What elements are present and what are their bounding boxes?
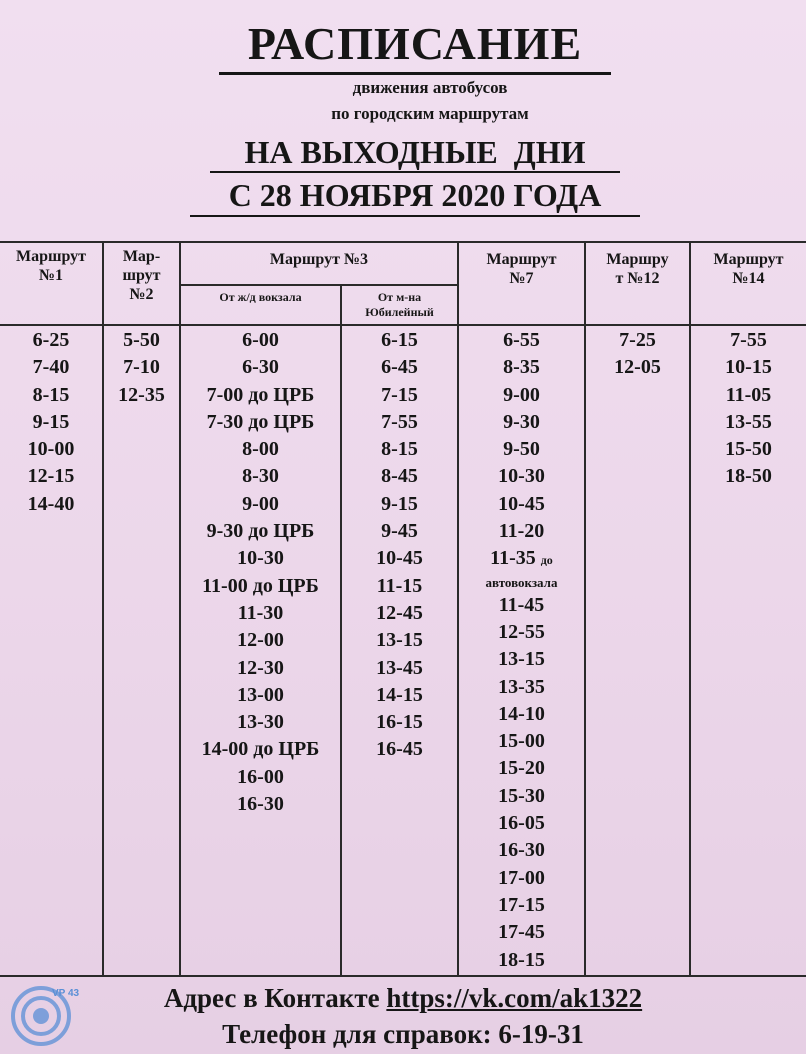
time-cell: 15-30	[498, 784, 545, 807]
route-14-times	[691, 327, 806, 491]
time-cell: 13-00	[237, 683, 284, 706]
time-cell: 6-25	[32, 329, 70, 351]
route-2-header: Мар- шрут №2	[122, 248, 161, 303]
time-cell: 9-15	[32, 410, 70, 433]
route-12-times	[586, 327, 689, 382]
time-cell: 6-55	[503, 329, 540, 351]
time-cell: 12-15	[27, 465, 75, 488]
address-line	[0, 978, 806, 1018]
time-cell: 10-45	[498, 492, 545, 515]
route-2-times	[104, 327, 179, 409]
time-cell: 12-35	[118, 383, 165, 406]
time-cell: 17-00	[498, 866, 545, 889]
time-cell: 13-45	[376, 656, 423, 679]
time-cell: 6-15	[381, 329, 418, 351]
route-3-header: Маршрут №3	[269, 251, 369, 268]
schedule-header	[0, 0, 806, 232]
time-cell: 7-25	[619, 329, 656, 351]
time-cell: 7-00 до ЦРБ	[206, 383, 315, 406]
time-cell: 6-00	[242, 329, 279, 351]
time-cell: 7-55	[381, 410, 418, 433]
time-cell: 12-30	[237, 656, 284, 679]
time-cell: 11-30	[237, 601, 284, 624]
route-3-jubilee-times	[342, 327, 457, 764]
address-label: Адрес в Контакте	[163, 983, 380, 1013]
time-cell: 15-50	[725, 438, 772, 461]
time-cell: 10-30	[498, 465, 545, 488]
time-cell: 8-15	[32, 383, 70, 406]
time-cell: 7-55	[730, 329, 767, 351]
time-cell-special	[459, 545, 584, 572]
time-cell: 9-30	[503, 410, 540, 433]
time-cell: 10-00	[27, 438, 75, 461]
time-cell: 9-15	[381, 492, 418, 515]
time-cell: 11-00 до ЦРБ	[202, 574, 319, 597]
time-cell: 13-15	[376, 629, 423, 652]
time-cell: 7-30 до ЦРБ	[206, 410, 315, 433]
time-cell: 13-35	[498, 675, 545, 698]
time-cell: 10-15	[725, 356, 772, 379]
time-cell: 8-45	[381, 465, 418, 488]
time-cell: 12-55	[498, 620, 545, 643]
vk-link[interactable]: https://vk.com/ak1322	[386, 983, 643, 1013]
time-cell: 18-15	[498, 948, 545, 971]
time-cell: 14-00 до ЦРБ	[201, 738, 320, 761]
time-cell: 6-30	[242, 356, 279, 379]
time-cell: 9-00	[503, 383, 540, 406]
svg-text:VP 43: VP 43	[52, 988, 80, 999]
route-1-times	[0, 327, 102, 518]
time-cell: 14-10	[498, 702, 545, 725]
special-to: до	[540, 553, 553, 568]
route-3-station-times	[181, 327, 340, 818]
route-3-sub-header-jubilee: От м-на Юбилейный	[365, 290, 434, 319]
time-cell: 16-15	[376, 711, 423, 734]
time-cell: 7-15	[381, 383, 418, 406]
time-cell: 12-00	[237, 629, 284, 652]
time-cell: 9-00	[242, 492, 279, 515]
time-cell: 8-15	[381, 438, 418, 461]
route-7-header: Маршрут №7	[486, 251, 557, 287]
time-cell: 9-50	[503, 438, 540, 461]
page-title: РАСПИСАНИЕ	[219, 16, 611, 75]
time-cell: 11-20	[498, 520, 545, 543]
time-cell: 17-45	[498, 921, 545, 944]
time-cell: 7-40	[32, 356, 70, 379]
time-cell: 8-00	[242, 438, 279, 461]
route-3-sub-header-station: От ж/д вокзала	[219, 290, 302, 304]
route-12-header: Маршру т №12	[606, 251, 669, 287]
subtitle-line-2: по городским маршрутам	[331, 104, 529, 123]
time-cell: 15-20	[498, 757, 545, 780]
date-heading: С 28 НОЯБРЯ 2020 ГОДА	[190, 175, 640, 217]
time-cell: 11-05	[725, 383, 772, 406]
time-cell: 8-30	[242, 465, 279, 488]
time-cell: 14-40	[27, 492, 75, 515]
time-cell: 9-30 до ЦРБ	[206, 520, 315, 543]
subtitle-line-1: движения автобусов	[352, 78, 508, 97]
time-cell: 13-55	[725, 410, 772, 433]
route-14-header: Маршрут №14	[713, 251, 784, 287]
time-cell: 10-30	[237, 547, 284, 570]
route-1-header: Маршрут №1	[15, 248, 87, 284]
time-cell: 16-45	[376, 738, 423, 761]
time-cell: 10-45	[376, 547, 423, 570]
time-cell: 6-45	[381, 356, 418, 379]
time-cell: 14-15	[376, 683, 423, 706]
time-cell: 12-05	[614, 356, 661, 379]
time-cell: 9-45	[381, 520, 418, 543]
time-cell: 15-00	[498, 730, 545, 753]
time-cell: 16-30	[237, 793, 284, 816]
time-cell: 8-35	[503, 356, 540, 379]
time-cell: 5-50	[123, 329, 160, 351]
days-heading: НА ВЫХОДНЫЕ ДНИ	[210, 133, 620, 173]
time-cell: 7-10	[123, 356, 160, 379]
time-cell: 11-45	[498, 593, 545, 616]
time-cell: 13-15	[498, 648, 545, 671]
phone-line: Телефон для справок: 6-19-31	[222, 1019, 584, 1049]
time-cell: 18-50	[725, 465, 772, 488]
special-time: 11-35	[490, 547, 536, 570]
time-cell: 13-30	[237, 711, 284, 734]
time-cell: 11-15	[376, 574, 423, 597]
time-cell: 16-00	[237, 765, 284, 788]
route-7-times	[459, 327, 584, 974]
vp43-logo	[6, 978, 80, 1048]
time-cell: 16-30	[498, 839, 545, 862]
time-cell: 12-45	[376, 601, 423, 624]
special-note: автовокзала	[485, 574, 558, 590]
time-cell: 16-05	[498, 812, 545, 835]
time-cell: 17-15	[498, 893, 545, 916]
